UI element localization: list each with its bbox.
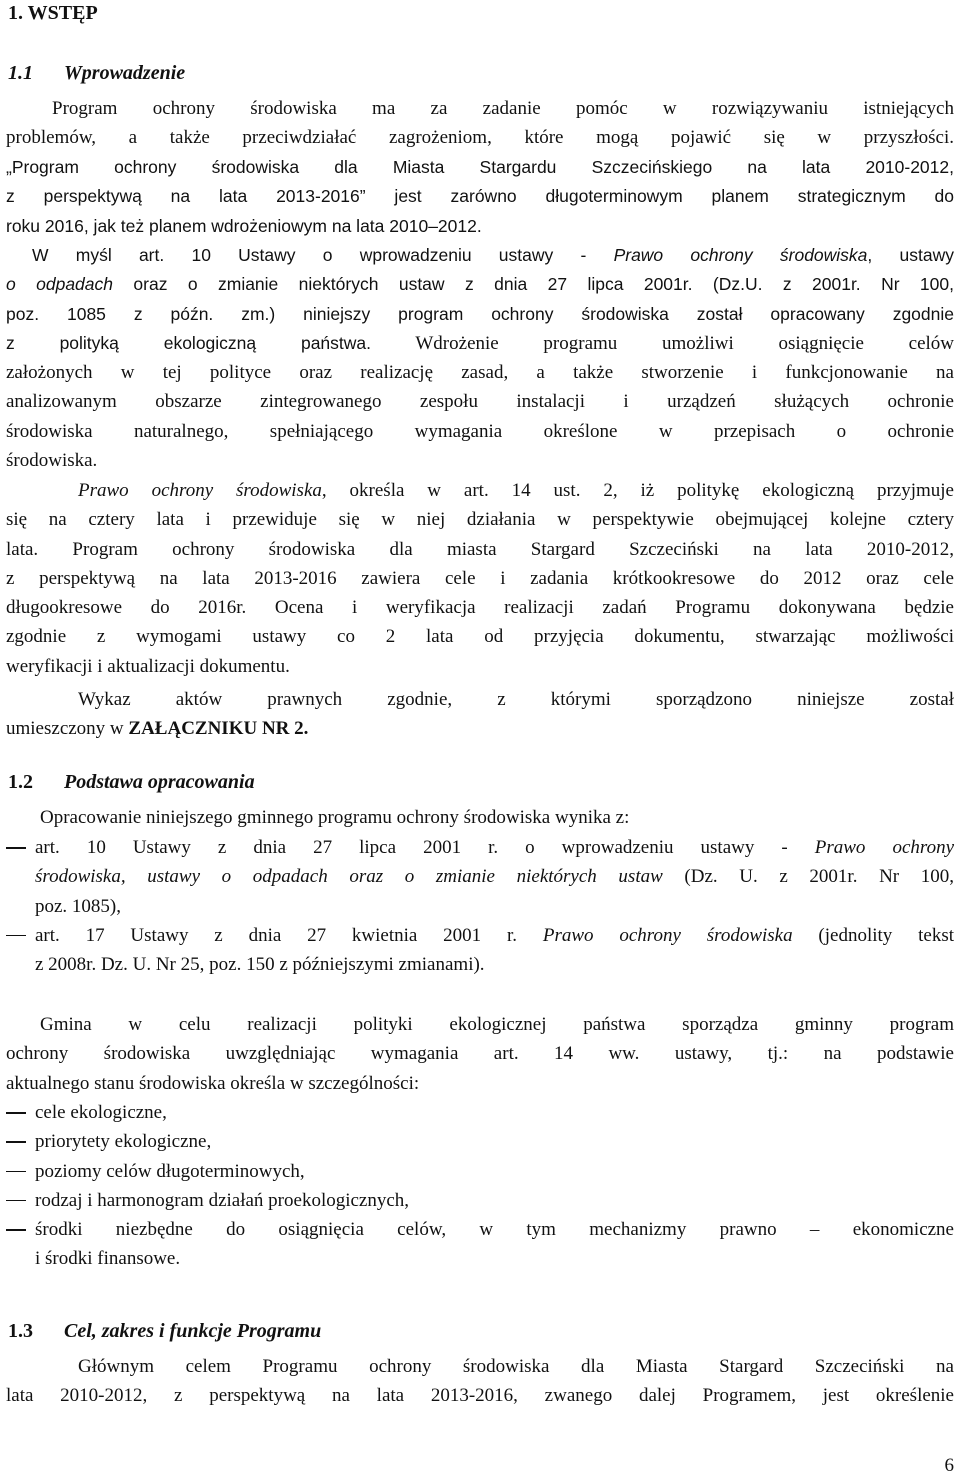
text-line: środowiska, ustawy o odpadach oraz o zmianie niektórych ustaw (Dz. U. z 2001r. Nr 100, <box>35 866 954 888</box>
text-line: cele ekologiczne, <box>35 1102 167 1123</box>
text-line: art. 17 Ustawy z dnia 27 kwietnia 2001 r. Prawo ochrony środowiska (jednolity tekst <box>35 924 955 946</box>
list-item <box>6 921 954 980</box>
dash-bullet-icon <box>6 1141 26 1143</box>
text-line: art. 10 Ustawy z dnia 27 lipca 2001 r. o wprowadzeniu ustawy - Prawo ochrony <box>35 837 955 858</box>
section-number: 1.2 <box>8 771 33 793</box>
page-number: 6 <box>944 1455 954 1476</box>
dash-bullet-icon <box>6 1171 26 1173</box>
text-line: priorytety ekologiczne, <box>35 1131 212 1153</box>
text-line: Gmina w celu realizacji polityki ekologicznej państwa sporządza gminny program <box>40 1014 954 1035</box>
text-line: ochrony środowiska uwzględniając wymagania art. 14 ww. ustawy, tj.: na podstawie <box>6 1043 954 1065</box>
list-item <box>6 1157 954 1186</box>
text-line: środki niezbędne do osiągnięcia celów, w tym mechanizmy prawno – ekonomiczne <box>35 1219 954 1241</box>
text-line: z perspektywą na lata 2013-2016 zawiera cele i zadania krótkookresowe do 2012 oraz cele <box>6 567 954 589</box>
section-heading-1-3 <box>8 1318 321 1344</box>
text-line: z polityką ekologiczną państwa. Wdrożenie programu umożliwi osiągnięcie celów <box>6 332 955 354</box>
text-line: Program ochrony środowiska ma za zadanie pomóc w rozwiązywaniu istniejących <box>52 98 954 119</box>
paragraph-legal-basis <box>6 241 954 475</box>
list-item <box>6 1186 954 1215</box>
section-title: Cel, zakres i funkcje Programu <box>64 1320 322 1342</box>
section-number: 1.3 <box>8 1320 33 1342</box>
section-heading-1-2 <box>8 769 255 795</box>
text-line: Wykaz aktów prawnych zgodnie, z którymi sporządzono niniejsze został <box>78 689 954 710</box>
text-line: się na cztery lata i przewiduje się w niej działania w perspektywie obejmującej kolejne cztery <box>6 509 954 531</box>
text-line: środowiska. <box>6 450 98 472</box>
text-line: zgodnie z wymogami ustawy co 2 lata od przyjęcia dokumentu, stwarzając możliwości <box>6 626 954 648</box>
text-line: rodzaj i harmonogram działań proekologicznych, <box>35 1189 410 1211</box>
text-line: poz. 1085), <box>35 895 122 917</box>
paragraph-intro <box>6 94 954 153</box>
text-line: poz. 1085 z późn. zm.) niniejszy program ochrony środowiska został opracowany zgodnie <box>6 303 954 324</box>
text-line: lata. Program ochrony środowiska dla miasta Stargard Szczeciński na lata 2010-2012, <box>6 538 954 560</box>
list-item <box>6 1127 954 1156</box>
text-line: „Program ochrony środowiska dla Miasta Stargardu Szczecińskiego na lata 2010-2012, <box>6 157 954 177</box>
list-item <box>6 1098 954 1127</box>
basis-list <box>6 833 954 979</box>
section-number: 1.1 <box>8 62 33 84</box>
paragraph-program-scope <box>6 153 954 241</box>
text-line: roku 2016, jak też planem wdrożeniowym na lata 2010–2012. <box>6 215 482 236</box>
goals-list <box>6 1098 954 1274</box>
section-title: Wprowadzenie <box>64 62 186 84</box>
text-line: Prawo ochrony środowiska, określa w art. 14 ust. 2, iż politykę ekologiczną przyjmuje <box>78 480 954 501</box>
paragraph-basis-intro <box>6 803 954 832</box>
dash-bullet-icon <box>6 1229 26 1231</box>
text-line: środowiska naturalnego, spełniającego wymagania określone w przepisach o ochronie <box>6 420 954 442</box>
list-item <box>6 833 954 921</box>
text-line: długookresowe do 2016r. Ocena i weryfikacja realizacji zadań Programu dokonywana będzie <box>6 597 954 619</box>
text-line: założonych w tej polityce oraz realizację zasad, a także stworzenie i funkcjonowanie na <box>6 362 954 384</box>
paragraph-municipal-program <box>6 1010 954 1098</box>
text-line: poziomy celów długoterminowych, <box>35 1160 305 1182</box>
text-line: i środki finansowe. <box>35 1248 181 1270</box>
text-line: aktualnego stanu środowiska określa w szczególności: <box>6 1072 420 1094</box>
paragraph-policy-period <box>6 476 954 681</box>
text-line: W myśl art. 10 Ustawy o wprowadzeniu ustawy - Prawo ochrony środowiska, ustawy <box>32 245 954 265</box>
paragraph-program-goal <box>6 1352 954 1411</box>
text-line: umieszczony w ZAŁĄCZNIKU NR 2. <box>6 718 309 740</box>
text-line: analizowanym obszarze zintegrowanego zespołu instalacji i urządzeń służących ochronie <box>6 391 954 413</box>
section-title: Podstawa opracowania <box>64 771 255 793</box>
paragraph-legal-acts <box>6 685 954 744</box>
list-item <box>6 1215 954 1274</box>
text-line: o odpadach oraz o zmianie niektórych ustaw z dnia 27 lipca 2001r. (Dz.U. z 2001r. Nr 100, <box>6 274 954 295</box>
section-heading-1-1 <box>8 60 185 86</box>
text-line: z perspektywą na lata 2013-2016” jest zarówno długoterminowym planem strategicznym do <box>6 186 954 207</box>
text-line: Opracowanie niniejszego gminnego programu ochrony środowiska wynika z: <box>40 807 630 828</box>
text-line: problemów, a także przeciwdziałać zagrożeniom, które mogą pojawić się w przyszłości. <box>6 127 954 149</box>
dash-bullet-icon <box>6 935 26 937</box>
appendix-reference: ZAŁĄCZNIKU NR 2. <box>128 718 309 740</box>
dash-bullet-icon <box>6 1112 26 1114</box>
dash-bullet-icon <box>6 1200 26 1202</box>
chapter-heading: 1. WSTĘP <box>8 2 98 24</box>
dash-bullet-icon <box>6 847 26 849</box>
text-line: z 2008r. Dz. U. Nr 25, poz. 150 z późniejszymi zmianami). <box>35 954 485 976</box>
text-line: lata 2010-2012, z perspektywą na lata 2013-2016, zwanego dalej Programem, jest określenie <box>6 1385 954 1407</box>
text-line: Głównym celem Programu ochrony środowiska dla Miasta Stargard Szczeciński na <box>78 1356 954 1377</box>
text-line: weryfikacji i aktualizacji dokumentu. <box>6 655 290 677</box>
